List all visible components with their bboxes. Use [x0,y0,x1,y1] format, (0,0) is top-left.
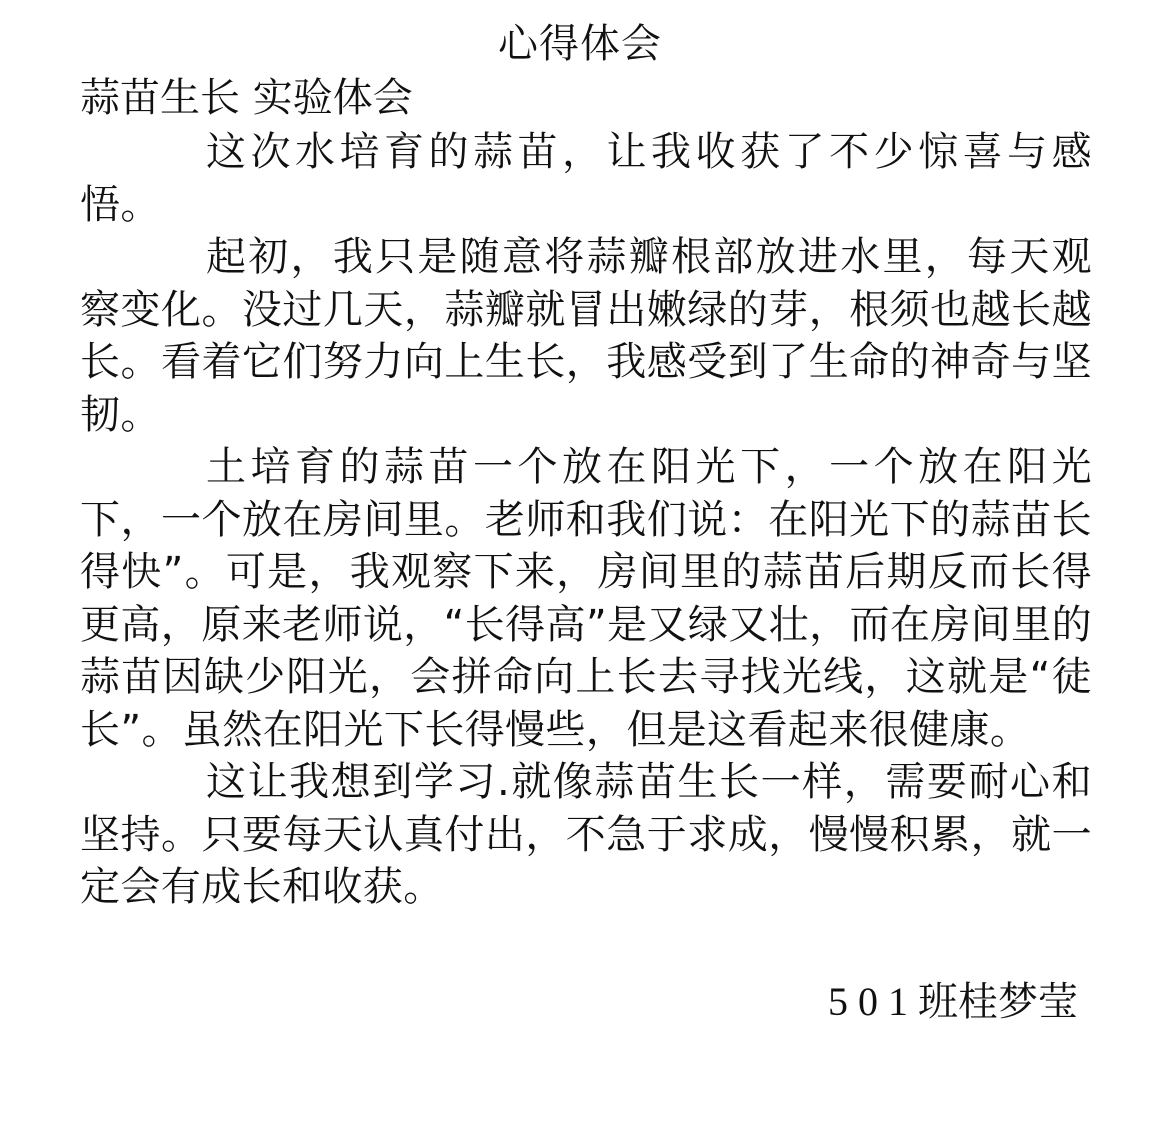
paragraph-4: 这让我想到学习.就像蒜苗生长一样，需要耐心和坚持。只要每天认真付出，不急于求成，慢慢积累，就一定会有成长和收获。 [80,759,1092,910]
document-subtitle: 蒜苗生长 实验体会 [80,75,413,121]
document-body [80,126,1092,914]
class-number: 501 [828,979,918,1024]
paragraph-2: 起初，我只是随意将蒜瓣根部放进水里，每天观察变化。没过几天，蒜瓣就冒出嫩绿的芽，根须也越长越长。看着它们努力向上生长，我感受到了生命的神奇与坚韧。 [80,234,1092,438]
paragraph-1: 这次水培育的蒜苗，让我收获了不少惊喜与感悟。 [80,129,1092,228]
paragraph-3: 土培育的蒜苗一个放在阳光下，一个放在阳光下，一个放在房间里。老师和我们说：在阳光下的蒜苗长得快”。可是，我观察下来，房间里的蒜苗后期反而长得更高，原来老师说，“长得高”是又绿又壮，而在房间里的蒜苗因缺少阳光，会拼命向上长去寻找光线，这就是“徒长”。虽然在阳光下长得慢些，但是这看起来很健康。 [80,444,1092,753]
author-name: 班桂梦莹 [918,979,1078,1025]
author-signature [828,976,1078,1028]
document-title: 心得体会 [498,21,662,67]
